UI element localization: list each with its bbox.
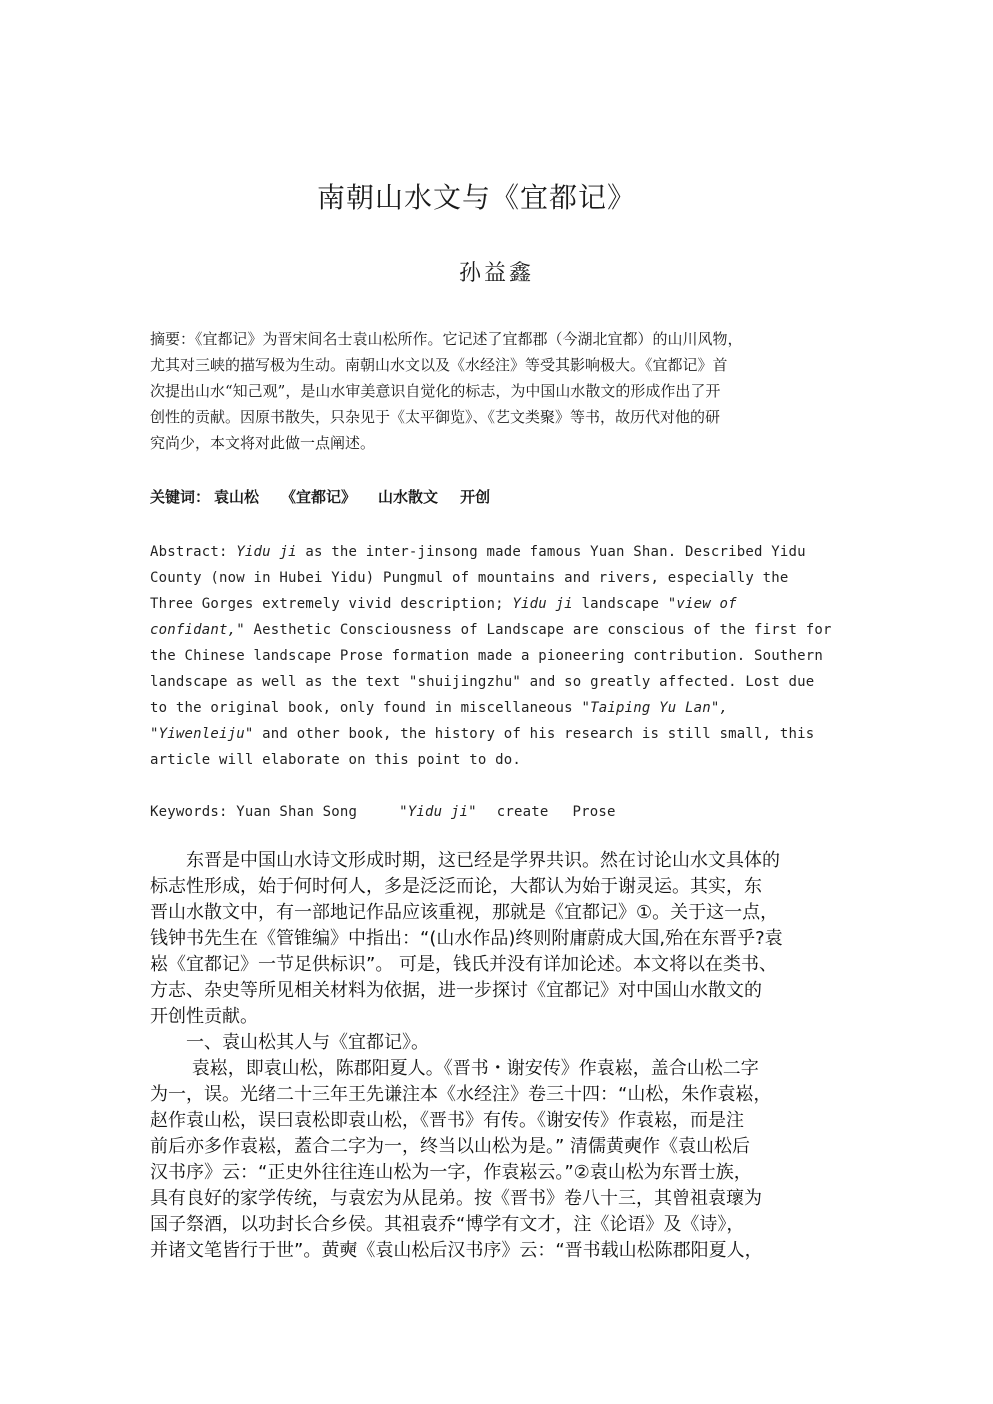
keywords-english xyxy=(150,799,850,825)
abstract-cn-line: 次提出山水“知己观”，是山水审美意识自觉化的标志，为中国山水散文的形成作出了开 xyxy=(150,382,721,400)
section-heading: 一、袁山松其人与《宜都记》。 xyxy=(150,1032,429,1053)
body-line: 钱钟书先生在《管锥编》中指出：“(山水作品)终则附庸蔚成大国,殆在东晋乎?袁 xyxy=(150,928,783,949)
abstract-en-line: to the original book, only found in miscellaneous "Taiping Yu Lan", xyxy=(150,700,729,716)
abstract-en-line: article will elaborate on this point to do. xyxy=(150,752,522,768)
author-name: 孙益鑫 xyxy=(458,261,534,286)
abstract-cn-line: 究尚少，本文将对此做一点阐述。 xyxy=(150,434,376,452)
abstract-chinese xyxy=(150,326,850,456)
abstract-en-line: "Yiwenleiju" and other book, the history of his research is still small, this xyxy=(150,726,815,742)
keywords-chinese xyxy=(150,484,850,510)
body-line: 方志、杂史等所见相关材料为依据，进一步探讨《宜都记》对中国山水散文的 xyxy=(150,980,762,1001)
paper-title: 南朝山水文与《宜都记》 xyxy=(316,181,636,214)
body-line: 赵作袁山松，误曰袁松即袁山松，《晋书》有传。《谢安传》作袁崧，而是注 xyxy=(150,1110,744,1131)
body-line: 袁崧，即袁山松，陈郡阳夏人。《晋书・谢安传》作袁崧，盖合山松二字 xyxy=(150,1058,759,1079)
body-line: 为一，误。光绪二十三年王先谦注本《水经注》卷三十四：“山松，朱作袁崧， xyxy=(150,1084,772,1105)
keywords-en-label: Keywords: Yuan Shan Song xyxy=(150,804,358,820)
abstract-en-line: County (now in Hubei Yidu) Pungmul of mountains and rivers, especially the xyxy=(150,570,789,586)
abstract-cn-line: 创性的贡献。因原书散失，只杂见于《太平御览》、《艺文类聚》等书，故历代对他的研 xyxy=(150,408,721,426)
abstract-en-line: landscape as well as the text "shuijingzhu" and so greatly affected. Lost due xyxy=(150,674,815,690)
body-line: 具有良好的家学传统，与袁宏为从昆弟。按《晋书》卷八十三，其曾祖袁瓌为 xyxy=(150,1188,762,1209)
body-line: 开创性贡献。 xyxy=(150,1006,258,1027)
body-text xyxy=(150,848,850,1264)
abstract-en-line: the Chinese landscape Prose formation made a pioneering contribution. Southern xyxy=(150,648,824,664)
keyword: 《宜都记》 xyxy=(281,488,357,506)
body-line: 前后亦多作袁崧，蓋合二字为一，终当以山松为是。” 清儒黄奭作《袁山松后 xyxy=(150,1136,751,1157)
keyword-en: create xyxy=(496,804,549,820)
body-line: 汉书序》云：“正史外往往连山松为一字，作袁崧云。”②袁山松为东晋士族， xyxy=(150,1162,752,1183)
keyword: 袁山松 xyxy=(214,488,260,506)
abstract-cn-line: 尤其对三峡的描写极为生动。南朝山水文以及《水经注》等受其影响极大。《宜都记》首 xyxy=(150,356,728,374)
abstract-en-line: Three Gorges extremely vivid description; Yidu ji landscape "view of xyxy=(150,596,737,612)
abstract-en-line: confidant," Aesthetic Consciousness of Landscape are conscious of the first for xyxy=(150,622,832,638)
body-line: 标志性形成，始于何时何人，多是泛泛而论，大都认为始于谢灵运。其实，东 xyxy=(150,876,762,897)
abstract-en-line: Abstract: Yidu ji as the inter-jinsong made famous Yuan Shan. Described Yidu xyxy=(150,544,806,560)
body-line: 并诸文笔皆行于世”。黄奭《袁山松后汉书序》云：“晋书载山松陈郡阳夏人， xyxy=(150,1240,763,1261)
keyword-en: "Yidu ji" xyxy=(399,804,477,820)
body-line: 晋山水散文中，有一部地记作品应该重视，那就是《宜都记》①。关于这一点， xyxy=(150,902,779,923)
body-line: 东晋是中国山水诗文形成时期，这已经是学界共识。然在讨论山水文具体的 xyxy=(150,850,780,871)
keywords-label: 关键词： xyxy=(150,488,211,506)
abstract-cn-line: 摘要：《宜都记》为晋宋间名士袁山松所作。它记述了宜都郡（今湖北宜都）的山川风物， xyxy=(150,330,743,348)
keyword: 山水散文 xyxy=(378,488,439,506)
abstract-english xyxy=(150,539,850,773)
keyword-en: Prose xyxy=(572,804,616,820)
body-line: 国子祭酒，以功封长合乡侯。其祖袁乔“博学有文才，注《论语》及《诗》， xyxy=(150,1214,745,1235)
body-line: 崧《宜都记》一节足供标识”。 可是，钱氏并没有详加论述。本文将以在类书、 xyxy=(150,954,778,975)
keyword: 开创 xyxy=(460,488,491,506)
